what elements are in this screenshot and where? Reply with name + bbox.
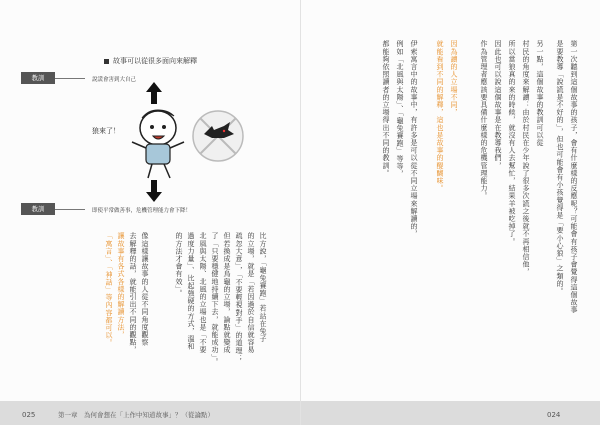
square-bullet-icon xyxy=(104,59,109,64)
text-column: 的方法才會有效」。 xyxy=(175,232,183,297)
lesson-label-2: 教訓 xyxy=(21,203,55,215)
chapter-title: 第一章 為何會想在「上作中知道故事」？（從論點） xyxy=(58,411,214,419)
highlight-column: 因為讀的人立場不同， xyxy=(450,40,458,116)
text-column: 比方說，「龜兔賽跑」若站在兔子 xyxy=(259,232,267,343)
section-heading xyxy=(104,56,197,66)
text-column: 像這樣讓故事的人從不同角度觀察 xyxy=(141,232,149,346)
text-column: 去解釋的話，就能引出不同的觀點， xyxy=(129,232,137,354)
crossed-wolf-icon xyxy=(190,108,246,164)
text-column: 因此也可以說這個故事是在教導我們， xyxy=(494,40,502,170)
text-column: 村民的角度來解讀：由於村民在少年說了很多次謊之後就不再相信他， xyxy=(522,40,530,276)
arrow-down-icon xyxy=(146,180,162,202)
text-column: 了「只要穩健地持續下去，就能成功」。 xyxy=(211,232,219,366)
text-column: 第一次聽到這個故事的孩子，會有什麼樣的反應呢？可能會有孩子會覺得這個故事 xyxy=(570,40,578,314)
text-column: 都能夠依照讀者的立場得出不同的教訓。 xyxy=(382,40,390,177)
text-column: 但若換成是烏龜的立場，論點就變成 xyxy=(223,232,231,354)
text-column: 「寓言」、「神話」等內容都可以。 xyxy=(105,232,113,347)
text-column: 過度力量」、比起強硬的方式，溫和 xyxy=(187,232,195,351)
text-column: 作為管理者應該要具備什麼樣的危機管理能力。 xyxy=(480,40,488,200)
section-heading-text: 故事可以從很多面向來解釋 xyxy=(113,57,197,65)
text-column: 北風與太陽、北風的立場也是「不要 xyxy=(199,232,207,354)
text-column: 讓故事有各式各樣的解讀方法， xyxy=(117,232,125,339)
arrow-up-icon xyxy=(146,82,162,104)
text-column: 例如「北風與太陽」、「龜兔賽跑」等等， xyxy=(396,40,404,178)
lesson-label-1: 教訓 xyxy=(21,72,55,84)
text-column: 另一點，這個故事的教訓可以從 xyxy=(536,40,544,147)
lesson-line-1 xyxy=(55,78,85,79)
right-page xyxy=(300,0,600,425)
text-column: 是要教導「說謊是不好的」，但也可能會有小孩覺得是「要小心狼」之類的。 xyxy=(556,40,564,295)
highlight-column: 就能看到不同的解釋，這也是故事的醍醐味。 xyxy=(436,40,444,192)
shouting-boy-illustration xyxy=(118,102,190,180)
text-column: 疏忽大意」，「不要輕視對手」的道理； xyxy=(235,232,243,362)
page-number: 024 xyxy=(547,411,561,419)
text-column: 所以當狼真的來的時候，就沒有人去幫忙，結果羊被吃掉了。 xyxy=(508,40,516,246)
speech-text: 狼來了！ xyxy=(92,127,120,135)
text-column: 的立場，就是「若因過於自信就容易 xyxy=(247,232,255,354)
lesson-text-1: 說謊會害到大自己 xyxy=(92,77,137,83)
lesson-line-2 xyxy=(55,209,85,210)
text-column: 伊索寓言中的故事中，有許多是可以從不同立場來解讀的， xyxy=(410,40,418,238)
page-number: 025 xyxy=(22,411,36,419)
lesson-text-2: 即使平常做善事，危機管理能力會下降！ xyxy=(92,208,192,214)
